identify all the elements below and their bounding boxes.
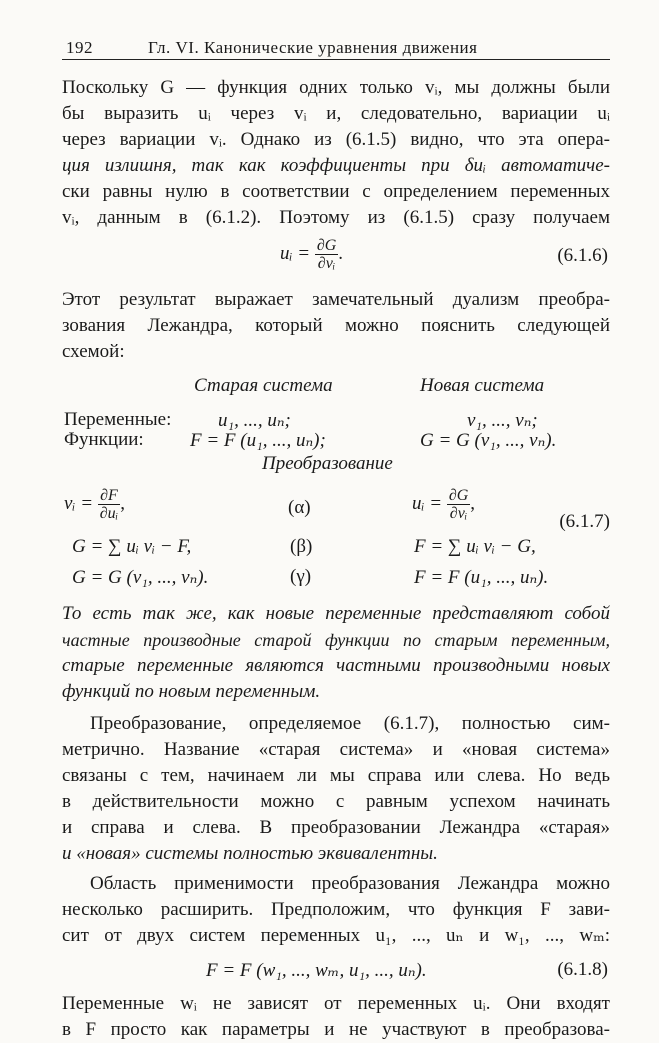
- fraction: [315, 237, 338, 272]
- paragraph-2: [62, 287, 610, 365]
- eq-lhs: uᵢ =: [280, 242, 311, 264]
- text-line: Область применимости преобразования Лежандра можно: [90, 873, 610, 894]
- new-system-heading: Новая система: [420, 375, 545, 396]
- text-line: частные производные старой функции по старым переменным,: [62, 630, 610, 650]
- text-line: функций по новым переменным.: [62, 681, 321, 702]
- denominator: ∂vᵢ: [317, 255, 336, 272]
- text-line: схемой:: [62, 341, 125, 362]
- beta-left: G = ∑ uᵢ vᵢ − F,: [72, 536, 192, 557]
- page-header: [62, 34, 610, 58]
- eq-lhs: uᵢ =: [412, 492, 443, 514]
- alpha-left: [64, 487, 125, 522]
- equation-label: (6.1.8): [557, 959, 608, 980]
- book-page: [62, 34, 610, 1043]
- gamma-tag: (γ): [290, 566, 312, 587]
- numerator: ∂G: [448, 487, 469, 504]
- functions-old: F = F (u₁, ..., uₙ);: [190, 430, 326, 451]
- running-title: Гл. VI. Канонические уравнения движения: [148, 38, 478, 57]
- text-line: Преобразование, определяемое (6.1.7), полностью сим-: [90, 713, 610, 734]
- gamma-left: G = G (v₁, ..., vₙ).: [72, 567, 209, 588]
- denominator: ∂uᵢ: [99, 505, 119, 522]
- paragraph-6: [62, 991, 610, 1043]
- header-rule: [62, 59, 610, 60]
- text-line: в действительности можно с равным успехом начинать: [62, 791, 610, 812]
- text-line: бы выразить uᵢ через vᵢ и, следовательно, вариации uᵢ: [62, 103, 610, 124]
- functions-label: Функции:: [64, 429, 144, 450]
- equation-label: (6.1.7): [559, 511, 610, 532]
- paragraph-3: [62, 601, 610, 705]
- text-line: То есть так же, как новые переменные представляют собой: [62, 603, 610, 624]
- text-line: и «новая» системы полностью эквивалентны.: [62, 843, 438, 864]
- beta-right: F = ∑ uᵢ vᵢ − G,: [414, 536, 536, 557]
- text-line: метрично. Название «старая система» и «новая система»: [62, 739, 610, 760]
- equation-6-1-6: [62, 231, 610, 281]
- text-line: через вариации vᵢ. Однако из (6.1.5) видно, что эта опера-: [62, 129, 610, 150]
- variables-old: u₁, ..., uₙ;: [218, 410, 291, 431]
- fraction: [447, 487, 470, 522]
- alpha-tag: (α): [288, 497, 311, 518]
- text-line: vᵢ, данным в (6.1.2). Поэтому из (6.1.5) сразу получаем: [62, 207, 610, 228]
- eq-tail: ,: [470, 492, 476, 514]
- paragraph-5: [62, 871, 610, 949]
- text-line: старые переменные являются частными производными новых: [62, 655, 610, 676]
- numerator: ∂F: [98, 487, 120, 505]
- transformation-heading: Преобразование: [262, 453, 393, 474]
- text-line: Этот результат выражает замечательный дуализм преобра-: [62, 289, 610, 310]
- old-system-heading: Старая система: [194, 375, 333, 396]
- eq-body: F = F (w₁, ..., wₘ, u₁, ..., uₙ).: [206, 960, 427, 981]
- text-line: ция излишня, так как коэффициенты при δuᵢ автоматиче-: [62, 155, 610, 176]
- gamma-right: F = F (u₁, ..., uₙ).: [414, 567, 549, 588]
- equation-6-1-8: [62, 949, 610, 991]
- text-line: ски равны нулю в соответствии с определением переменных: [62, 181, 610, 202]
- paragraph-1: [62, 75, 610, 231]
- text-line: в F просто как параметры и не участвуют в преобразова-: [62, 1019, 610, 1040]
- legendre-scheme: [62, 365, 610, 605]
- variables-new: v₁, ..., vₙ;: [467, 410, 538, 431]
- equation-label: (6.1.6): [557, 245, 608, 266]
- numerator: ∂G: [316, 237, 337, 254]
- text-line: зования Лежандра, который можно пояснить следующей: [62, 315, 610, 336]
- page-number: 192: [66, 38, 93, 57]
- beta-tag: (β): [290, 536, 313, 557]
- eq-tail: ,: [120, 492, 125, 514]
- text-line: сит от двух систем переменных u₁, ..., uₙ и w₁, ..., wₘ:: [62, 925, 610, 946]
- variables-label: Переменные:: [64, 409, 172, 430]
- denominator: ∂vᵢ: [449, 505, 468, 522]
- alpha-right: [412, 487, 475, 522]
- text-line: Переменные wᵢ не зависят от переменных uᵢ. Они входят: [62, 993, 610, 1014]
- eq-tail: .: [338, 242, 344, 264]
- paragraph-4: [62, 711, 610, 867]
- fraction: [98, 487, 120, 522]
- text-line: несколько расширить. Предположим, что функция F зави-: [62, 899, 610, 920]
- eq-lhs: vᵢ =: [64, 492, 94, 514]
- text-line: и справа и слева. В преобразовании Лежандра «старая»: [62, 817, 610, 838]
- text-line: связаны с тем, начинаем ли мы справа или слева. Но ведь: [62, 765, 610, 786]
- text-line: Поскольку G — функция одних только vᵢ, мы должны были: [62, 77, 610, 98]
- functions-new: G = G (v₁, ..., vₙ).: [420, 430, 557, 451]
